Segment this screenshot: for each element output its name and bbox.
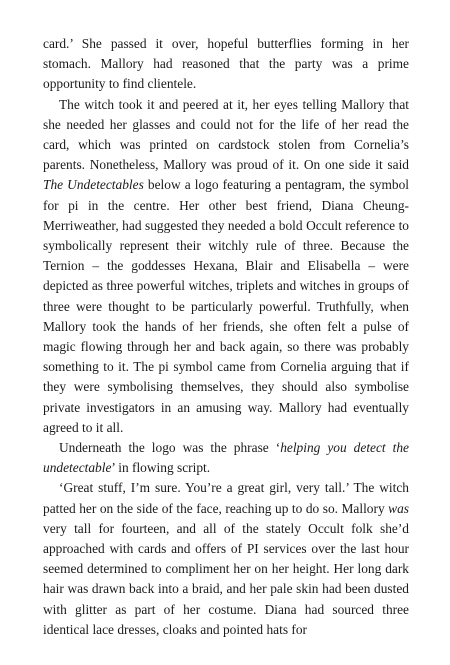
- emphasis-italic: was: [388, 500, 409, 516]
- paragraph-2-text-b: below a logo featuring a pentagram, the symbol for pi in the centre. Her other best friend, Diana Cheung-Merriweather, had suggested they needed a bold Occult reference to symbolically represent their witchly rule of three. Because the Ternion – the goddesses Hexana, Blair and Elisabella – were depicted as three powerful witches, triplets and witches in groups of three were thought to be particularly powerful. Truthfully, when Mallory took the hands of her friends, she often felt a pulse of magic flowing through her and back again, so there was probably something to it. The pi symbol came from Cornelia arguing that if they were symbolising themselves, they should also symbolise private investigators in an amusing way. Mallory had eventually agreed to it all.: [43, 177, 410, 435]
- paragraph-2: [43, 95, 409, 438]
- paragraph-1: [43, 34, 409, 95]
- book-page: [43, 34, 409, 640]
- paragraph-4-text-a: ‘Great stuff, I’m sure. You’re a great girl, very tall.’ The witch patted her on the side of the face, reaching up to do so. Mallory: [43, 480, 409, 516]
- paragraph-4-text-b: very tall for fourteen, and all of the stately Occult folk she’d approached with cards and offers of PI services over the last hour seemed determined to compliment her on her height. Her long dark hair was drawn back into a braid, and her pale skin had been dusted with glitter as part of her costume. Diana had sourced three identical lace dresses, cloaks and pointed hats for: [43, 520, 409, 637]
- paragraph-3-text-a: Underneath the logo was the phrase ‘: [59, 440, 281, 456]
- paragraph-3-text-b: ’ in flowing script.: [111, 460, 211, 476]
- paragraph-4: [43, 478, 409, 640]
- book-title-italic: The Undetectables: [43, 177, 144, 193]
- paragraph-3: [43, 438, 409, 478]
- slogan-italic: helping you detect the undetectable: [43, 440, 409, 476]
- paragraph-1-text: card.’ She passed it over, hopeful butterflies forming in her stomach. Mallory had reasoned that the party was a prime opportunity to find clientele.: [43, 36, 409, 92]
- paragraph-2-text-a: The witch took it and peered at it, her eyes telling Mallory that she needed her glasses and could not for the life of her read the card, which was printed on cardstock stolen from Cornelia’s parents. Nonetheless, Mallory was proud of it. On one side it said: [43, 96, 409, 173]
